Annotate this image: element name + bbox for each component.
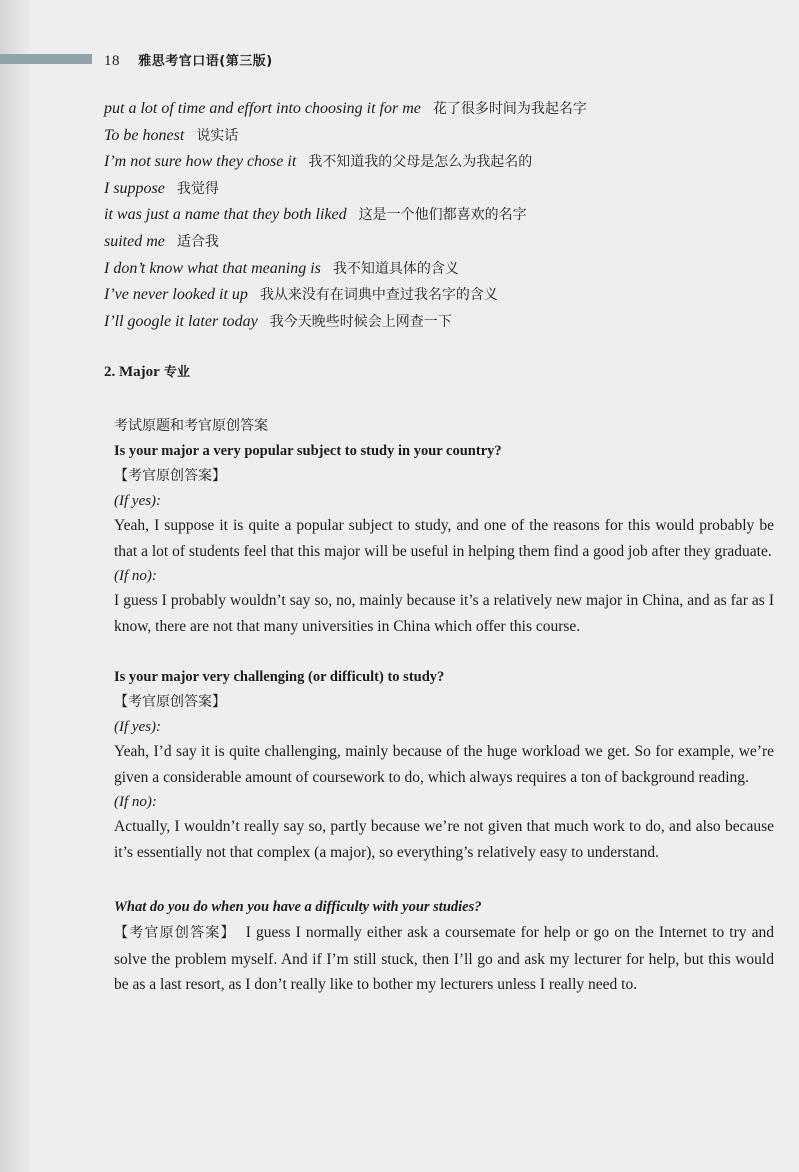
section-title-zh: 专业 <box>163 365 190 380</box>
answer-paragraph: Actually, I wouldn’t really say so, partly because we’re not given that much work to do, and also because it’s essentially not that complex (a major), so everything’s relatively easy to understand. <box>114 818 774 861</box>
phrase-english: suited me <box>104 232 165 250</box>
page-edge-shadow <box>0 0 30 1172</box>
phrase-english: it was just a name that they both liked <box>104 206 347 224</box>
phrase-chinese: 我不知道我的父母是怎么为我起名的 <box>308 154 533 171</box>
answer-text: I guess I normally either ask a coursemate for help or go on the Internet to try and solve the problem myself. And if I’m still stuck, then I’ll go and ask my lecturer for help, but this would be as a last resort, as I don’t really like to bother my lecturers unless I really need to. <box>114 924 775 993</box>
page-number: 18 <box>104 53 120 69</box>
phrase-item <box>104 149 764 176</box>
phrase-item <box>104 256 764 283</box>
phrase-chinese: 我从来没有在词典中查过我名字的含义 <box>259 287 498 304</box>
question-2: Is your major very challenging (or difficult) to study? <box>114 669 445 685</box>
answer-paragraph: Yeah, I’d say it is quite challenging, mainly because of the huge workload we get. So for example, we’re given a considerable amount of coursework to do, which always requires a ton of background reading. <box>114 743 774 786</box>
phrase-english: I suppose <box>104 179 165 197</box>
phrase-chinese: 说实话 <box>196 127 239 144</box>
phrase-chinese: 这是一个他们都喜欢的名字 <box>358 207 527 224</box>
phrase-english: To be honest <box>104 126 185 144</box>
phrase-chinese: 适合我 <box>176 233 219 250</box>
phrase-item <box>104 176 764 203</box>
phrase-chinese: 我不知道具体的含义 <box>332 260 459 277</box>
running-header <box>104 50 273 70</box>
phrase-item <box>104 202 764 229</box>
if-yes-label: (If yes): <box>114 493 162 509</box>
phrase-chinese: 我今天晚些时候会上网查一下 <box>269 313 452 330</box>
phrase-english: I’ll google it later today <box>104 312 258 330</box>
phrase-item <box>104 123 764 150</box>
answer-paragraph: I guess I probably wouldn’t say so, no, mainly because it’s a relatively new major in China, and as far as I know, there are not that many universities in China which offer this course. <box>114 592 774 635</box>
phrase-chinese: 花了很多时间为我起名字 <box>432 101 587 117</box>
if-no-label: (If no): <box>114 568 157 584</box>
section-title-en: Major <box>119 364 160 380</box>
phrase-english: I’ve never looked it up <box>104 286 248 304</box>
phrase-english: put a lot of time and effort into choosing it for me <box>104 100 421 117</box>
subheading: 考试原题和考官原创答案 <box>114 418 268 434</box>
phrase-item <box>104 229 764 256</box>
phrase-chinese: 我觉得 <box>176 180 219 197</box>
answer-paragraph: Yeah, I suppose it is quite a popular subject to study, and one of the reasons for this would probably be that a lot of students feel that this major will be useful in helping them find a good job after they graduate. <box>114 517 774 560</box>
section-number: 2. <box>104 364 116 380</box>
answer-label: 【考官原创答案】 <box>114 468 226 484</box>
question-3: What do you do when you have a difficulty with your studies? <box>114 899 482 915</box>
question-1: Is your major a very popular subject to study in your country? <box>114 443 502 459</box>
spacer <box>114 865 774 895</box>
phrase-item <box>104 282 764 309</box>
phrase-item <box>104 96 764 123</box>
if-no-label: (If no): <box>114 794 157 810</box>
answer-label: 【考官原创答案】 <box>114 694 226 710</box>
if-yes-label: (If yes): <box>114 719 162 735</box>
book-title: 雅思考官口语(第三版) <box>138 54 273 69</box>
qa-content <box>114 414 774 998</box>
answer-paragraph <box>114 920 774 998</box>
phrase-list <box>104 96 764 335</box>
header-decoration-bar <box>0 54 92 64</box>
phrase-english: I don’t know what that meaning is <box>104 259 321 277</box>
phrase-english: I’m not sure how they chose it <box>104 153 297 171</box>
answer-label: 【考官原创答案】 <box>114 925 236 941</box>
section-heading <box>104 361 190 381</box>
spacer <box>114 639 774 665</box>
phrase-item <box>104 309 764 336</box>
